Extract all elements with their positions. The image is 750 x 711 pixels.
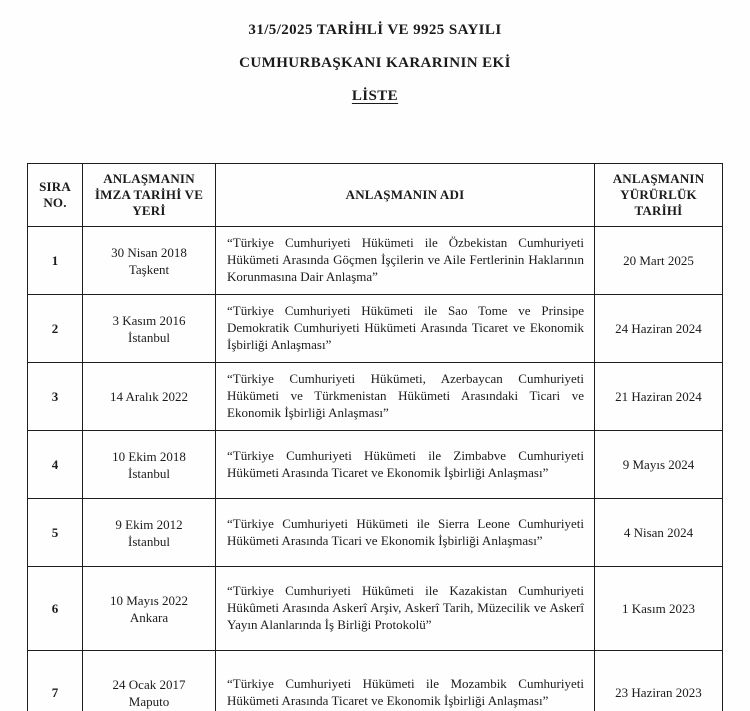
title-line-1: 31/5/2025 TARİHLİ VE 9925 SAYILI xyxy=(248,22,502,38)
effective-date: 9 Mayıs 2024 xyxy=(595,431,723,499)
agreement-name: “Türkiye Cumhuriyeti Hükümeti ile Zimbabve Cumhuriyeti Hükümeti Arasında Ticaret ve Ekonomik İşbirliği Anlaşması” xyxy=(216,431,595,499)
table-row xyxy=(28,567,723,651)
sign-date-place xyxy=(83,567,216,651)
sign-place: Ankara xyxy=(129,609,169,625)
sign-date: 10 Mayıs 2022 xyxy=(110,592,188,608)
table-row xyxy=(28,499,723,567)
row-number: 6 xyxy=(28,567,83,651)
sign-date: 24 Ocak 2017 xyxy=(112,676,186,692)
row-number: 3 xyxy=(28,363,83,431)
sign-place: İstanbul xyxy=(128,533,170,549)
sign-place: Taşkent xyxy=(128,261,170,277)
header-anlasma-adi: ANLAŞMANIN ADI xyxy=(216,164,595,227)
agreement-name: “Türkiye Cumhuriyeti Hükümeti, Azerbaycan Cumhuriyeti Hükümeti ve Türkmenistan Hükümeti Arasındaki Ticari ve Ekonomik İşbirliği Anlaşması” xyxy=(216,363,595,431)
header-sira-no: SIRA NO. xyxy=(28,164,83,227)
row-number: 4 xyxy=(28,431,83,499)
table-row xyxy=(28,363,723,431)
header-yururluk-tarihi: ANLAŞMANIN YÜRÜRLÜK TARİHİ xyxy=(595,164,723,227)
table-row xyxy=(28,651,723,711)
header-imza-tarihi: ANLAŞMANIN İMZA TARİHİ VE YERİ xyxy=(83,164,216,227)
sign-date-place xyxy=(83,499,216,567)
sign-date: 14 Aralık 2022 xyxy=(110,389,188,404)
effective-date: 4 Nisan 2024 xyxy=(595,499,723,567)
sign-place: İstanbul xyxy=(128,465,170,481)
sign-date-place xyxy=(83,431,216,499)
agreement-name: “Türkiye Cumhuriyeti Hükümeti ile Sao Tome ve Prinsipe Demokratik Cumhuriyeti Hükümeti Arasında Ticaret ve Ekonomik İşbirliği Anlaşması” xyxy=(216,295,595,363)
table-row xyxy=(28,227,723,295)
agreement-name: “Türkiye Cumhuriyeti Hükümeti ile Sierra Leone Cumhuriyeti Hükümeti Arasında Ticari ve Ekonomik İşbirliği Anlaşması” xyxy=(216,499,595,567)
document-title-block xyxy=(0,0,750,113)
effective-date: 24 Haziran 2024 xyxy=(595,295,723,363)
effective-date: 21 Haziran 2024 xyxy=(595,363,723,431)
agreement-name: “Türkiye Cumhuriyeti Hükûmeti ile Kazakistan Cumhuriyeti Hükûmeti Arasında Askerî Arşiv, Askerî Tarih, Müzecilik ve Askerî Yayın Alanlarında İş Birliği Protokolü” xyxy=(216,567,595,651)
table-row xyxy=(28,431,723,499)
row-number: 1 xyxy=(28,227,83,295)
sign-date: 9 Ekim 2012 xyxy=(115,516,183,532)
effective-date: 23 Haziran 2023 xyxy=(595,651,723,711)
sign-date-place xyxy=(83,651,216,711)
table-row xyxy=(28,295,723,363)
sign-place: İstanbul xyxy=(128,329,170,345)
effective-date: 20 Mart 2025 xyxy=(595,227,723,295)
title-line-2: CUMHURBAŞKANI KARARININ EKİ xyxy=(239,55,511,71)
agreement-name: “Türkiye Cumhuriyeti Hükümeti ile Özbekistan Cumhuriyeti Hükümeti Arasında Göçmen İşçilerin ve Aile Fertlerinin Haklarının Korunmasına Dair Anlaşma” xyxy=(216,227,595,295)
agreement-name: “Türkiye Cumhuriyeti Hükümeti ile Mozambik Cumhuriyeti Hükümeti Arasında Ticaret ve Ekonomik İşbirliği Anlaşması” xyxy=(216,651,595,711)
row-number: 5 xyxy=(28,499,83,567)
sign-date: 30 Nisan 2018 xyxy=(111,244,187,260)
sign-date-place xyxy=(83,227,216,295)
sign-date: 3 Kasım 2016 xyxy=(112,312,186,328)
title-line-3: LİSTE xyxy=(351,88,399,104)
table-header-row xyxy=(28,164,723,227)
sign-date: 10 Ekim 2018 xyxy=(112,448,186,464)
row-number: 2 xyxy=(28,295,83,363)
row-number: 7 xyxy=(28,651,83,711)
sign-date-place xyxy=(83,363,216,431)
agreements-table xyxy=(27,163,723,711)
sign-date-place xyxy=(83,295,216,363)
sign-place: Maputo xyxy=(128,693,170,709)
effective-date: 1 Kasım 2023 xyxy=(595,567,723,651)
